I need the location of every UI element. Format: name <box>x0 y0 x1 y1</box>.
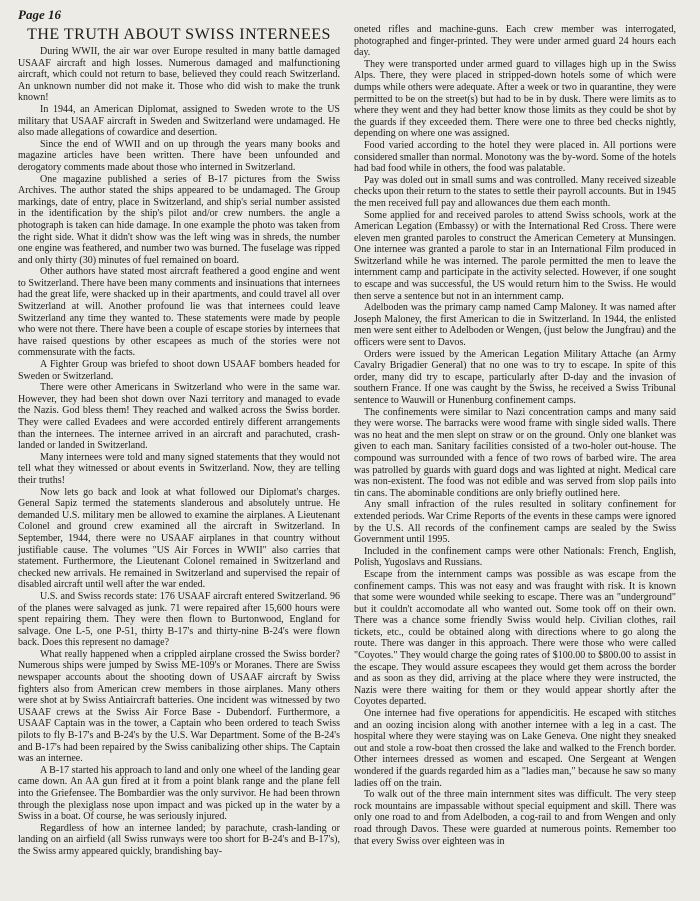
paragraph: Included in the confinement camps were other Nationals: French, English, Polish, Yugoslavs and Russians. <box>354 545 676 569</box>
paragraph: Many internees were told and many signed statements that they would not tell what they witnessed or about events in Switzerland. Now, they are telling their truths! <box>18 451 340 486</box>
paragraph: In 1944, an American Diplomat, assigned to Sweden wrote to the US military that USAAF aircraft in Sweden and Switzerland were undamaged. He also made allegations of cowardice and desertion. <box>18 103 340 139</box>
paragraph: U.S. and Swiss records state: 176 USAAF aircraft entered Switzerland. 96 of the planes were salvaged as junk. 71 were repaired after 15,600 hours were spent repairing them. They were then flown to Burtonwood, England for salvage. One L-5, one P-51, thirty B-17's and thirty-nine B-24's were flown back. Does this represent no damage? <box>18 590 340 649</box>
article-columns <box>18 24 688 858</box>
paragraph: The confinements were similar to Nazi concentration camps and many said they were worse. The barracks were wood frame with single sided walls. There was no heat and the men slept on straw or on the ground. Only one blanket was given to each man. Sanitary facilities consisted of a two-holer out-house. The compound was surrounded with a fence of two rows of barbed wire. The area was patrolled by guards with guard dogs and was lighted at night. Medical care was non-existent. The food was not edible and was served from slop pails into tin cans. The abominable conditions are only briefly outlined here. <box>354 406 676 499</box>
paragraph: Any small infraction of the rules resulted in solitary confinement for extended periods. War Crime Reports of the events in these camps were ignored by the U.S. All records of the confinement camps are sealed by the Swiss Government until 1995. <box>354 499 676 546</box>
paragraph: One internee had five operations for appendicitis. He escaped with stitches and an oozing incision along with another internee with a leg in a cast. The hospital where they were staying was on Lake Geneva. One night they sneaked out and stole a row-boat then crossed the lake and walked to the French border. Other internees dressed as women and escaped. One Sergeant at Wengen wondered if the guards regarded him as a "ladies man," because he saw so many ladies off on the train. <box>354 708 676 789</box>
paragraph: Escape from the internment camps was possible as was escape from the confinement camps. This was not easy and was fraught with risk. It is known that some were wounded while seeking to escape. There was an "underground" but it couldn't accomodate all who wanted out. Some took off on their own. There was a chance some friendly Swiss would help. Civilian clothes, rail tickets, etc., could be obtained along with directions where to go along the route. There was danger in this approach. There were those who were called "Coyotes." They would charge the going rates of $100.00 to $800.00 to assist in the escape. They would assure escapees they would get them across the border and as soon as they did, arriving at the place where they were instructed, the Nazis were there waiting for them or they would appear shortly after the Coyotes departed. <box>354 568 676 708</box>
paragraph: Now lets go back and look at what followed our Diplomat's charges. General Sapiz termed the statements slanderous and absolutely untrue. He demanded U.S. military men be allowed to examine the airplanes. A Lieutenant Colonel and ground crew examined all the aircraft in Switzerland. In September, 1944, there were no USAAF airplanes in that country without justifiable cause. The volumes "US Air Forces in WWII" also carries that statement. Furthermore, the Lieutenant Colonel remained in Switzerland and checked new arrivals. He remained in Switzerland and supervised the repair of disabled aircraft until well after the war ended. <box>18 486 340 591</box>
page-number: Page 16 <box>18 7 61 22</box>
paragraph: During WWII, the air war over Europe resulted in many battle damaged USAAF aircraft and high losses. Numerous damaged and malfunctioning aircraft, which could not return to base, believed they could reach Switzerland. An unknown number did not make it. Those who did wish to make the trunk known! <box>18 46 340 104</box>
paragraph: Other authors have stated most aircraft feathered a good engine and went to Switzerland. There have been many comments and insinuations that internees had the great life, were shacked up in their apartments, and could travel all over Switzerland at will. Another profound lie was that internees could leave Switzerland any time they wanted to. These statements were made by people who were not there. There have been a couple of escape stories by internees that have raised questions by other escapees as much of the stories were not commensurate with the facts. <box>18 266 340 359</box>
paragraph: Adelboden was the primary camp named Camp Maloney. It was named after Joseph Maloney, the first American to die in Switzerland. In 1944, the enlisted men were sent either to Adelboden or Wengen, (just below the Jungfrau) and the officers were sent to Davos. <box>354 302 676 349</box>
paragraph: Regardless of how an internee landed; by parachute, crash-landing or landing on an airfield (all Swiss runways were too short for B-24's and B-17's), the Swiss army appeared quickly, brandishing bay- <box>18 822 340 857</box>
paragraph: To walk out of the three main internment sites was difficult. The very steep rock mountains are impassable without special equipment and skill. There was only one road to and from Adelboden, a cog-rail to and from Wengen and only road through Davos. These were guarded at numerous points. Remember too that every Swiss over eighteen was in <box>354 789 676 847</box>
left-column <box>18 24 340 858</box>
paragraph: There were other Americans in Switzerland who were in the same war. However, they had been shot down over Nazi territory and managed to evade the Nazis. God bless them! They reached and walked across the Swiss border. They were called Evadees and were accorded entirely different arrangements than the internees. The internee arrived in an aircraft and parachuted, crash-landed or landed in Switzerland. <box>18 382 340 452</box>
paragraph: What really happened when a crippled airplane crossed the Swiss border? Numerous ships were jumped by Swiss ME-109's or Moranes. There are Swiss newspaper accounts about the shooting down of USAAF aircraft by Swiss fighters also from American crew members in those airplanes. Many others were shot at by Swiss Antiaircraft batteries. One incident was witnessed by two USAAF crews at the Swiss Air Force Base - Dubendorf. Furthermore, a USAAF Captain was in the tower, a Captain who been ordered to teach Swiss pilots to fly B-17's and B-24's by the U.S. War Department. Some of the B-24's and B-17's had been repaired by the Swiss canibalizing other ships. The Captain was an internee. <box>18 648 340 765</box>
paragraph: Some applied for and received paroles to attend Swiss schools, work at the American Legation (Embassy) or with the International Red Cross. There were eleven men granted paroles to construct the American Cemetery at Munsingen. One internee was granted a parole to star in an International Film produced in Switzerland while he was interned. The parole permitted the men to leave the internment camp and participate in the activity selected. However, if one sought to escape and was successful, the US would return him to the Swiss. He would then serve a sentence but not in an internment camp. <box>354 209 676 302</box>
paragraph: One magazine published a series of B-17 pictures from the Swiss Archives. The author stated the ships appeared to be undamaged. The Group markings, date of entry, place in Switzerland, and ship's serial number assisted in the identification by the ship's pilot and/or crew numbers. the angle a photograph is taken can hide damage. In one example the photo was taken from the right side. What it didn't show was the left wing was in shreds, the number one engine was feathered, and number two was burned. The fuselage was ripped and only thirty (30) minutes of fuel remained on board. <box>18 173 340 266</box>
paragraph: Pay was doled out in small sums and was controlled. Many received sizeable checks upon their return to the states to settle their payroll accounts. But in 1945 the men received full pay and allowances due them each month. <box>354 174 676 209</box>
right-column <box>354 24 676 858</box>
paragraph: Food varied according to the hotel they were placed in. All portions were considered smaller than normal. Monotony was the by-word. Some of the hotels had bad food while in others, the food was palatable. <box>354 139 676 175</box>
paragraph: oneted rifles and machine-guns. Each crew member was interrogated, photographed and finger-printed. They were under armed guard 24 hours each day. <box>354 24 676 59</box>
paragraph: Orders were issued by the American Legation Military Attache (an Army Cavalry Brigadier General) that no one was to try to escape. In spite of this order, many did try to escape, particularly after D-day and the invasion of southern France. If one was caught by the Swiss, he received a Swiss Tribunal sentence to Wauwill or Hunenburg confinement camps. <box>354 348 676 406</box>
paragraph: Since the end of WWII and on up through the years many books and magazine articles have been written. There have been unfounded and derogatory comments made about those who interned in Switzerland. <box>18 138 340 173</box>
paragraph: A Fighter Group was briefed to shoot down USAAF bombers headed for Sweden or Switzerland. <box>18 359 340 382</box>
paragraph: They were transported under armed guard to villages high up in the Swiss Alps. There, they were placed in stripped-down hotels some of which were dumps while others were adequate. After a week or two in quarantine, they were permitted to be on the street(s) but had to be in by dusk. There were limits as to where they went and they had better know those limits as they could be shot by the guards if they exceeded them. There were one to three bed checks nightly, depending on where one was assigned. <box>354 58 676 140</box>
article-title: THE TRUTH ABOUT SWISS INTERNEES <box>27 26 331 43</box>
paragraph: A B-17 started his approach to land and only one wheel of the landing gear came down. An AA gun fired at it from a point blank range and the plane fell into the Griefensee. The Bombardier was the only survivor. He had been thrown through the plexiglass nose upon impact and was picked up in the water by a Swiss in a boat. Of course, he was seriously injured. <box>18 764 340 823</box>
